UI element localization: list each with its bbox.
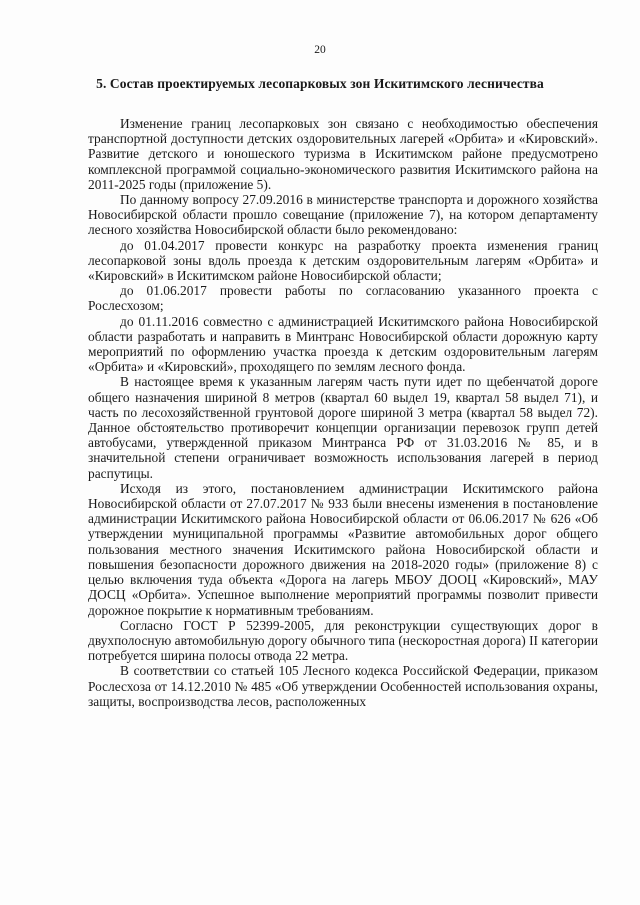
paragraph: Изменение границ лесопарковых зон связано с необходимостью обеспечения транспортной доступности детских оздоровительных лагерей «Орбита» и «Кировский». Развитие детского и юношеского туризма в Искитимском районе предусмотрено комплексной программой социально-экономического развития Искитимского района на 2011-2025 годы (приложение 5). bbox=[88, 116, 598, 192]
page-number: 20 bbox=[314, 44, 326, 56]
paragraph: до 01.06.2017 провести работы по согласованию указанного проекта с Рослесхозом; bbox=[88, 283, 598, 314]
section-heading: 5. Состав проектируемых лесопарковых зон Искитимского лесничества bbox=[96, 76, 544, 91]
paragraph: По данному вопросу 27.09.2016 в министерстве транспорта и дорожного хозяйства Новосибирской области прошло совещание (приложение 7), на котором департаменту лесного хозяйства Новосибирской области было рекомендовано: bbox=[88, 192, 598, 238]
paragraph: Согласно ГОСТ Р 52399-2005, для реконструкции существующих дорог в двухполосную автомобильную дорогу обычного типа (нескоростная дорога) II категории потребуется ширина полосы отвода 22 метра. bbox=[88, 617, 598, 664]
paragraph: Исходя из этого, постановлением администрации Искитимского района Новосибирской области от 27.07.2017 № 933 были внесены изменения в постановление администрации Искитимского района Новосибирской области от 06.06.2017 № 626 «Об утверждении муниципальной программы «Развитие автомобильных дорог общего пользования местного значения Искитимского района Новосибирской области и повышения безопасности дорожного движения на 2018-2020 годы» (приложение 8) с целью включения туда объекта «Дорога на лагерь МБОУ ДООЦ «Кировский», МАУ ДОСЦ «Орбита». Успешное выполнение мероприятий программы позволит привести дорожное покрытие к нормативным требованиям. bbox=[88, 480, 598, 618]
paragraph: до 01.11.2016 совместно с администрацией Искитимского района Новосибирской области разработать и направить в Минтранс Новосибирской области дорожную карту мероприятий по оформлению участка проезда к детским оздоровительным лагерям «Орбита» и «Кировский», проходящего по землям лесного фонда. bbox=[88, 313, 598, 375]
paragraph: В соответствии со статьей 105 Лесного кодекса Российской Федерации, приказом Рослесхоза от 14.12.2010 № 485 «Об утверждении Особенностей использования охраны, защиты, воспроизводства лесов, расположенных bbox=[88, 663, 598, 709]
paragraph: до 01.04.2017 провести конкурс на разработку проекта изменения границ лесопарковой зоны вдоль проезда к детским оздоровительным лагерям «Орбита» и «Кировский» в Искитимском районе Новосибирской области; bbox=[88, 237, 598, 284]
body-text bbox=[88, 116, 598, 709]
paragraph: В настоящее время к указанным лагерям часть пути идет по щебенчатой дороге общего назначения шириной 8 метров (квартал 60 выдел 19, квартал 58 выдел 71), и часть по лесохозяйственной грунтовой дороге шириной 3 метра (квартал 58 выдел 72). Данное обстоятельство противоречит концепции организации перевозок групп детей автобусами, утвержденной приказом Минтранса РФ от 31.03.2016 № 85, и в значительной степени ограничивает возможность использования лагерей в период распутицы. bbox=[88, 374, 598, 481]
